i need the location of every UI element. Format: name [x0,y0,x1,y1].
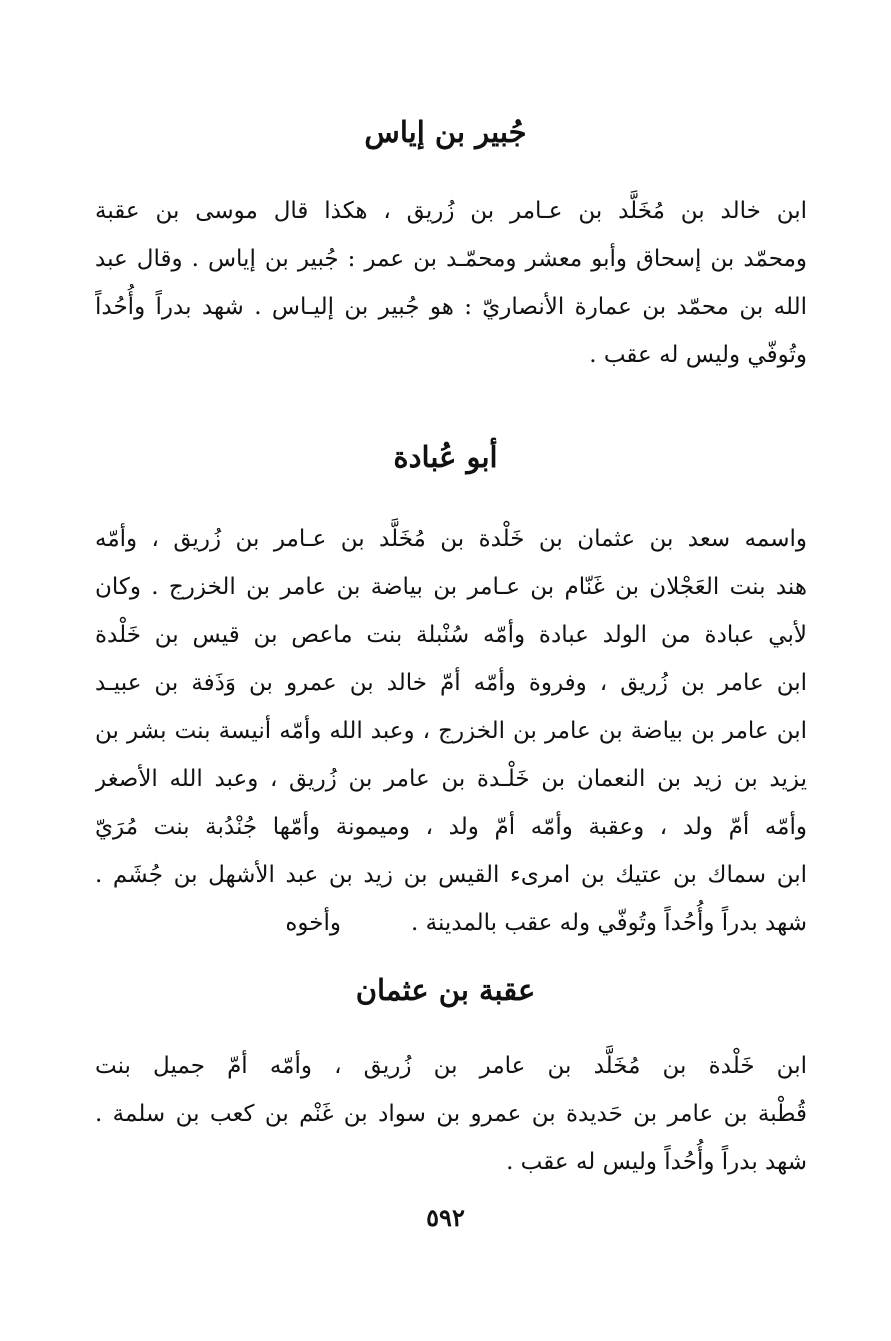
text-line: ابن عامر بن بياضة بن عامر بن الخزرج ، وعبد الله وأمّه أنيسة بنت بشر بن [95,718,807,744]
text-line: واسمه سعد بن عثمان بن خَلْدة بن مُخَلَّد بن عـامر بن زُريق ، وأمّه [95,526,807,552]
text-line: يزيد بن زيد بن النعمان بن خَلْـدة بن عامر بن زُريق ، وعبد الله الأصغر [95,766,807,792]
text-line: الله بن محمّد بن عمارة الأنصاريّ : هو جُبير بن إليـاس . شهد بدراً وأُحُداً [95,294,807,320]
closing-sentence: شهد بدراً وأُحُداً وتُوفّي وله عقب بالمدينة . [411,910,807,936]
section-heading-jubayr: جُبير بن إياس [364,115,527,149]
section-paragraph-abu-ubada [95,515,807,947]
text-line: وتُوفّي وليس له عقب . [589,342,807,368]
text-line: وأمّه أمّ ولد ، وعقبة وأمّه أمّ ولد ، وميمونة وأمّها جُنْدُبة بنت مُرَيّ [95,814,807,840]
text-line-closing [95,899,807,947]
text-line: ابن عامر بن زُريق ، وفروة وأمّه أمّ خالد بن عمرو بن وَذَفة بن عبيـد [95,670,807,696]
text-line: ابن سماك بن عتيك بن امرىء القيس بن زيد بن عبد الأشهل بن جُشَم . [95,862,807,888]
text-line: هند بنت العَجْلان بن غَنّام بن عـامر بن بياضة بن عامر بن الخزرج . وكان [95,574,807,600]
page-number: ٥٩٢ [426,1203,465,1232]
section-heading-uqba: عقبة بن عثمان [355,973,536,1007]
text-line: لأبي عبادة من الولد عبادة وأمّه سُنْبلة بنت ماعص بن قيس بن خَلْدة [95,622,807,648]
text-line: قُطْبة بن عامر بن حَديدة بن عمرو بن سواد بن غَنْم بن كعب بن سلمة . [95,1101,807,1127]
text-line: ابن خَلْدة بن مُخَلَّد بن عامر بن زُريق ، وأمّه أمّ جميل بنت [95,1053,807,1079]
text-line: شهد بدراً وأُحُداً وليس له عقب . [506,1149,807,1175]
text-line: ومحمّد بن إسحاق وأبو معشر ومحمّـد بن عمر : جُبير بن إياس . وقال عبد [95,246,807,272]
text-line: ابن خالد بن مُخَلَّد بن عـامر بن زُريق ، هكذا قال موسى بن عقبة [95,198,807,224]
section-paragraph-uqba [95,1042,807,1186]
section-paragraph-jubayr [95,187,807,379]
catchword: وأخوه [285,910,341,936]
section-heading-abu-ubada: أبو عُبادة [393,440,498,474]
